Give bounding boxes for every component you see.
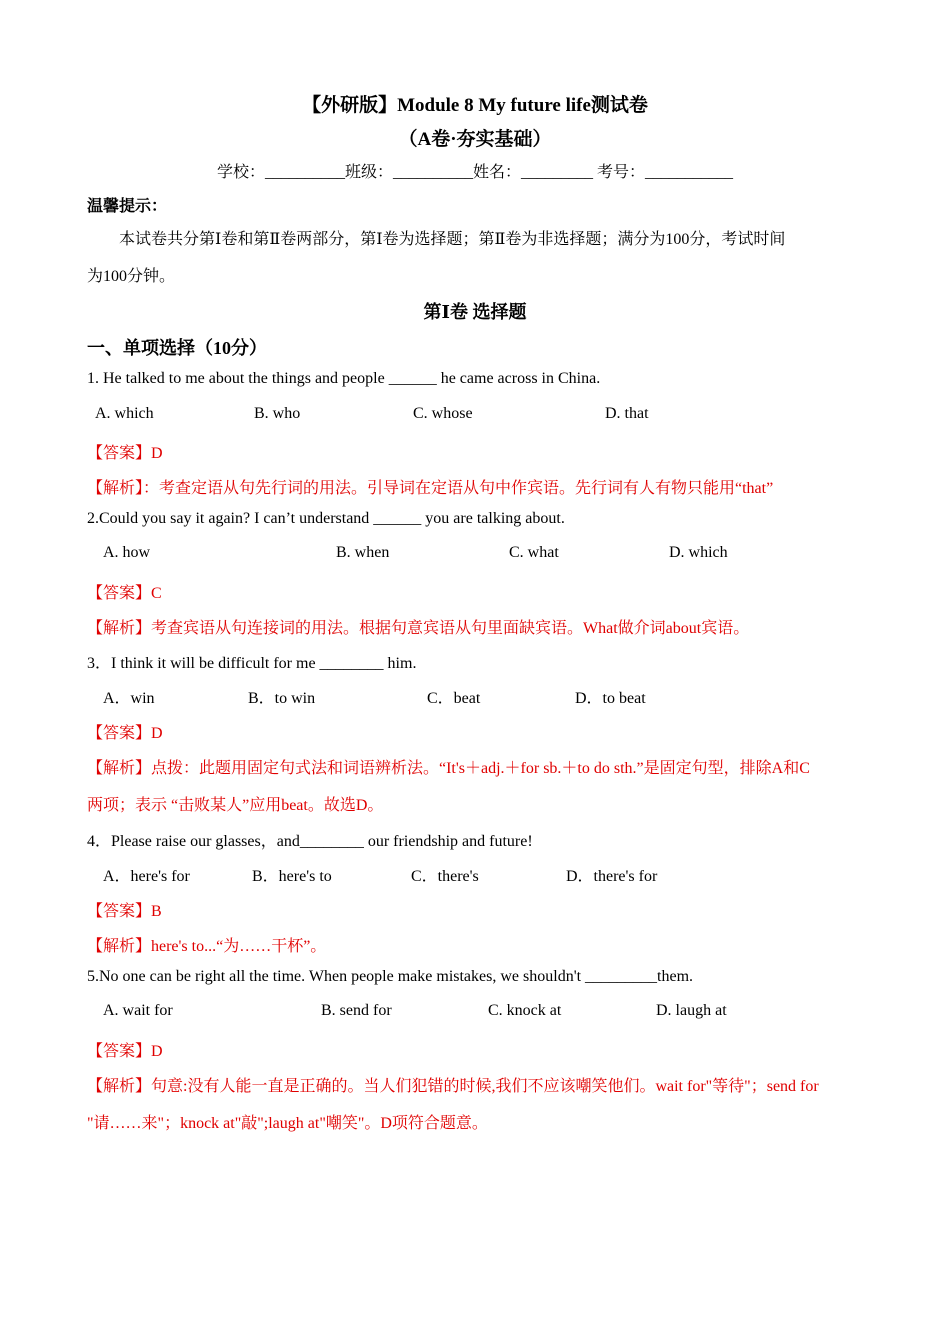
page-subtitle: （A卷·夯实基础） [398,129,552,150]
page-title: 【外研版】Module 8 My future life测试卷 [302,95,648,116]
question-3-stem: 3．I think it will be difficult for me ________ him. [87,655,417,672]
question-3-analysis-line-2: 两项；表示 “击败某人”应用beat。故选D。 [87,797,384,814]
question-2-stem: 2.Could you say it again? I can’t understand ______ you are talking about. [87,510,565,527]
question-1-analysis: 【解析】：考查定语从句先行词的用法。引导词在定语从句中作宾语。先行词有人有物只能用“that” [87,480,774,497]
question-1-option-d: D. that [605,405,649,422]
question-1-option-a: A. which [95,405,154,422]
notice-line-1: 本试卷共分第Ⅰ卷和第Ⅱ卷两部分，第Ⅰ卷为选择题；第Ⅱ卷为非选择题；满分为100分，考试时间 [119,231,786,248]
question-5-analysis-line-1: 【解析】句意:没有人能一直是正确的。当人们犯错的时候,我们不应该嘲笑他们。wait for"等待"；send for [87,1078,819,1095]
question-2-option-a: A. how [103,544,151,561]
question-4-option-c: C．there's [411,868,479,885]
question-3-analysis-line-1: 【解析】点拨：此题用固定句式法和词语辨析法。“It's＋adj.＋for sb.＋to do sth.”是固定句型，排除A和C [87,760,810,777]
question-2-option-d: D. which [669,544,728,561]
question-5-answer: 【答案】D [87,1043,163,1060]
question-3-option-a: A．win [103,690,155,707]
question-5-option-a: A. wait for [103,1002,173,1019]
question-4-option-a: A．here's for [103,868,190,885]
question-4-answer: 【答案】B [87,903,162,920]
part-1-title: 第Ⅰ卷 选择题 [423,302,527,322]
question-5-option-b: B. send for [321,1002,392,1019]
question-4-option-d: D．there's for [566,868,658,885]
question-4-stem: 4．Please raise our glasses，and________ our friendship and future! [87,833,533,850]
question-1-stem: 1. He talked to me about the things and people ______ he came across in China. [87,370,601,387]
question-5-option-d: D. laugh at [656,1002,727,1019]
question-3-answer: 【答案】D [87,725,163,742]
question-3-option-d: D．to beat [575,690,646,707]
question-1-option-b: B. who [254,405,301,422]
question-2-answer: 【答案】C [87,585,162,602]
question-2-option-b: B. when [336,544,390,561]
notice-line-2: 为100分钟。 [87,268,176,285]
notice-label: 温馨提示： [87,198,168,215]
question-5-stem: 5.No one can be right all the time. When people make mistakes, we shouldn't _________them. [87,968,694,985]
question-2-option-c: C. what [509,544,559,561]
question-1-answer: 【答案】D [87,445,163,462]
question-5-option-c: C. knock at [488,1002,562,1019]
question-2-analysis: 【解析】考查宾语从句连接词的用法。根据句意宾语从句里面缺宾语。What做介词about宾语。 [87,620,750,637]
question-5-analysis-line-2: "请……来"；knock at"敲";laugh at"嘲笑"。D项符合题意。 [87,1115,488,1132]
section-1-title: 一、单项选择（10分） [87,338,267,358]
question-1-option-c: C. whose [413,405,473,422]
question-3-option-c: C．beat [427,690,481,707]
student-info-line: 学校：__________班级：__________姓名：_________ 考号：___________ [216,164,733,181]
question-4-analysis: 【解析】here's to...“为……干杯”。 [87,938,327,955]
question-3-option-b: B．to win [248,690,316,707]
question-4-option-b: B．here's to [252,868,332,885]
